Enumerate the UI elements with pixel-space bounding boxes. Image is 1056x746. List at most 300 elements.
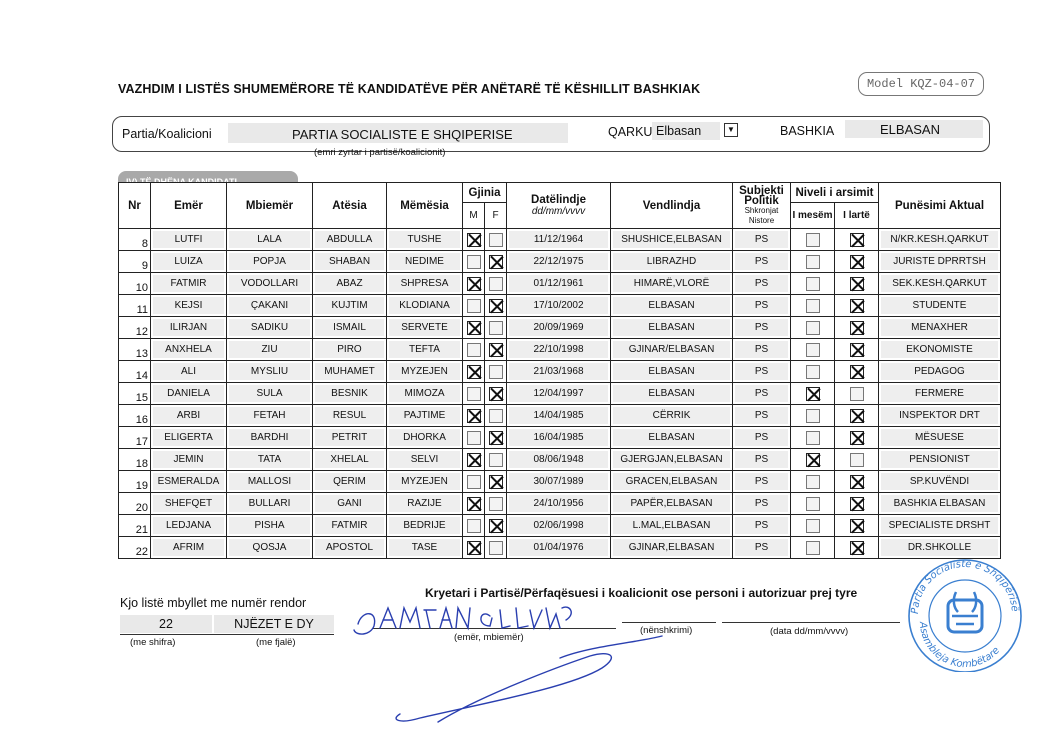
cell-punesimi[interactable] <box>879 317 1001 339</box>
gender-f-checkbox[interactable] <box>489 233 503 247</box>
cell-memesia[interactable] <box>387 515 463 537</box>
gender-f-checkbox[interactable] <box>489 343 503 357</box>
nr-value: 10 <box>135 282 148 294</box>
cell-emer[interactable] <box>151 427 227 449</box>
atesia-value: GANI <box>315 495 384 512</box>
table-row <box>119 493 1001 515</box>
table-row <box>119 295 1001 317</box>
cell-datelindje[interactable] <box>507 317 611 339</box>
mbiemer-value: QOSJA <box>229 539 310 556</box>
punesimi-value: INSPEKTOR DRT <box>881 407 998 424</box>
cell-memesia[interactable] <box>387 493 463 515</box>
cell-punesimi[interactable] <box>879 339 1001 361</box>
cell-mesem <box>791 361 835 383</box>
mesem-checkbox[interactable] <box>806 453 820 467</box>
vendlindja-value: GJINAR,ELBASAN <box>613 539 730 556</box>
cell-emer[interactable] <box>151 405 227 427</box>
atesia-value: MUHAMET <box>315 363 384 380</box>
col-m: M <box>463 203 485 229</box>
cell-datelindje[interactable] <box>507 427 611 449</box>
cell-datelindje[interactable] <box>507 273 611 295</box>
mesem-checkbox[interactable] <box>806 409 820 423</box>
cell-subjekti[interactable] <box>733 251 791 273</box>
datelindje-value: 16/04/1985 <box>509 429 608 446</box>
cell-mbiemer[interactable] <box>227 317 313 339</box>
cell-emer[interactable] <box>151 515 227 537</box>
cell-punesimi[interactable] <box>879 515 1001 537</box>
col-larte: I lartë <box>835 203 879 229</box>
cell-subjekti[interactable] <box>733 361 791 383</box>
gender-f-checkbox[interactable] <box>489 321 503 335</box>
memesia-value: SELVI <box>389 451 460 468</box>
table-row <box>119 449 1001 471</box>
mbiemer-value: SULA <box>229 385 310 402</box>
cell-nr[interactable] <box>119 537 151 559</box>
larte-checkbox[interactable] <box>850 475 864 489</box>
cell-subjekti[interactable] <box>733 339 791 361</box>
gender-f-checkbox[interactable] <box>489 519 503 533</box>
larte-checkbox[interactable] <box>850 343 864 357</box>
atesia-value: FATMIR <box>315 517 384 534</box>
emer-value: FATMIR <box>153 275 224 292</box>
cell-gender-f <box>485 229 507 251</box>
cell-nr[interactable] <box>119 229 151 251</box>
cell-subjekti[interactable] <box>733 273 791 295</box>
cell-nr[interactable] <box>119 515 151 537</box>
cell-datelindje[interactable] <box>507 471 611 493</box>
cell-vendlindja[interactable] <box>611 317 733 339</box>
col-gjinia: Gjinia <box>463 183 507 203</box>
cell-atesia[interactable] <box>313 515 387 537</box>
cell-nr[interactable] <box>119 317 151 339</box>
cell-emer[interactable] <box>151 449 227 471</box>
cell-punesimi[interactable] <box>879 361 1001 383</box>
cell-gender-m <box>463 471 485 493</box>
gender-m-checkbox[interactable] <box>467 255 481 269</box>
mesem-checkbox[interactable] <box>806 541 820 555</box>
cell-larte <box>835 405 879 427</box>
cell-mbiemer[interactable] <box>227 295 313 317</box>
cell-emer[interactable] <box>151 251 227 273</box>
cell-punesimi[interactable] <box>879 229 1001 251</box>
count-digits-field[interactable]: 22 <box>120 615 212 633</box>
gender-m-checkbox[interactable] <box>467 519 481 533</box>
mesem-checkbox[interactable] <box>806 321 820 335</box>
memesia-value: MYZEJEN <box>389 363 460 380</box>
cell-memesia[interactable] <box>387 405 463 427</box>
gender-f-checkbox[interactable] <box>489 255 503 269</box>
party-name: PARTIA SOCIALISTE E SHQIPERISE <box>292 127 513 142</box>
cell-larte <box>835 273 879 295</box>
cell-datelindje[interactable] <box>507 361 611 383</box>
cell-vendlindja[interactable] <box>611 251 733 273</box>
cell-atesia[interactable] <box>313 317 387 339</box>
cell-atesia[interactable] <box>313 361 387 383</box>
cell-nr[interactable] <box>119 405 151 427</box>
mbiemer-value: TATA <box>229 451 310 468</box>
gender-m-checkbox[interactable] <box>467 475 481 489</box>
gender-m-checkbox[interactable] <box>467 431 481 445</box>
cell-gender-f <box>485 493 507 515</box>
mesem-checkbox[interactable] <box>806 233 820 247</box>
cell-atesia[interactable] <box>313 493 387 515</box>
party-label: Partia/Koalicioni <box>122 127 212 141</box>
atesia-value: APOSTOL <box>315 539 384 556</box>
cell-emer[interactable] <box>151 229 227 251</box>
memesia-value: BEDRIJE <box>389 517 460 534</box>
cell-nr[interactable] <box>119 493 151 515</box>
cell-mesem <box>791 317 835 339</box>
gender-m-checkbox[interactable] <box>467 299 481 313</box>
table-row <box>119 537 1001 559</box>
document-title: VAZHDIM I LISTËS SHUMEMËRORE TË KANDIDATËVE PËR ANËTARË TË KËSHILLIT BASHKIAK <box>118 82 701 96</box>
stamp-top-text: Partia Socialiste e Shqipërisë <box>909 558 1021 615</box>
cell-mbiemer[interactable] <box>227 537 313 559</box>
cell-larte <box>835 383 879 405</box>
cell-mesem <box>791 427 835 449</box>
punesimi-value: DR.SHKOLLE <box>881 539 998 556</box>
mesem-checkbox[interactable] <box>806 299 820 313</box>
cell-memesia[interactable] <box>387 273 463 295</box>
datelindje-value: 17/10/2002 <box>509 297 608 314</box>
larte-checkbox[interactable] <box>850 453 864 467</box>
vendlindja-value: L.MAL,ELBASAN <box>613 517 730 534</box>
cell-emer[interactable] <box>151 273 227 295</box>
atesia-value: ISMAIL <box>315 319 384 336</box>
cell-mbiemer[interactable] <box>227 251 313 273</box>
cell-nr[interactable] <box>119 295 151 317</box>
cell-gender-m <box>463 273 485 295</box>
larte-checkbox[interactable] <box>850 299 864 313</box>
cell-mesem <box>791 383 835 405</box>
cell-gender-f <box>485 383 507 405</box>
gender-f-checkbox[interactable] <box>489 541 503 555</box>
mbiemer-value: VODOLLARI <box>229 275 310 292</box>
gender-m-checkbox[interactable] <box>467 453 481 467</box>
cell-punesimi[interactable] <box>879 427 1001 449</box>
cell-nr[interactable] <box>119 471 151 493</box>
cell-gender-m <box>463 537 485 559</box>
cell-nr[interactable] <box>119 339 151 361</box>
cell-punesimi[interactable] <box>879 449 1001 471</box>
memesia-value: TUSHE <box>389 231 460 248</box>
cell-vendlindja[interactable] <box>611 449 733 471</box>
larte-checkbox[interactable] <box>850 365 864 379</box>
chevron-down-icon[interactable]: ▼ <box>724 123 738 137</box>
gender-m-checkbox[interactable] <box>467 233 481 247</box>
cell-datelindje[interactable] <box>507 339 611 361</box>
vendlindja-value: CËRRIK <box>613 407 730 424</box>
cell-punesimi[interactable] <box>879 405 1001 427</box>
cell-datelindje[interactable] <box>507 295 611 317</box>
memesia-value: PAJTIME <box>389 407 460 424</box>
gender-m-checkbox[interactable] <box>467 277 481 291</box>
larte-checkbox[interactable] <box>850 255 864 269</box>
atesia-value: ABAZ <box>315 275 384 292</box>
cell-mbiemer[interactable] <box>227 427 313 449</box>
cell-punesimi[interactable] <box>879 295 1001 317</box>
cell-mesem <box>791 515 835 537</box>
qarku-select[interactable]: Elbasan <box>652 122 720 140</box>
cell-emer[interactable] <box>151 537 227 559</box>
gender-m-checkbox[interactable] <box>467 541 481 555</box>
cell-atesia[interactable] <box>313 427 387 449</box>
cell-emer[interactable] <box>151 339 227 361</box>
cell-atesia[interactable] <box>313 405 387 427</box>
gender-f-checkbox[interactable] <box>489 277 503 291</box>
larte-checkbox[interactable] <box>850 277 864 291</box>
cell-nr[interactable] <box>119 383 151 405</box>
cell-memesia[interactable] <box>387 317 463 339</box>
cell-punesimi[interactable] <box>879 251 1001 273</box>
cell-vendlindja[interactable] <box>611 383 733 405</box>
cell-nr[interactable] <box>119 427 151 449</box>
cell-subjekti[interactable] <box>733 229 791 251</box>
cell-mesem <box>791 449 835 471</box>
cell-mbiemer[interactable] <box>227 361 313 383</box>
cell-atesia[interactable] <box>313 339 387 361</box>
larte-checkbox[interactable] <box>850 387 864 401</box>
cell-datelindje[interactable] <box>507 405 611 427</box>
cell-mesem <box>791 295 835 317</box>
cell-memesia[interactable] <box>387 383 463 405</box>
mesem-checkbox[interactable] <box>806 431 820 445</box>
memesia-value: TASE <box>389 539 460 556</box>
mbiemer-value: POPJA <box>229 253 310 270</box>
cell-emer[interactable] <box>151 361 227 383</box>
cell-gender-f <box>485 251 507 273</box>
datelindje-value: 02/06/1998 <box>509 517 608 534</box>
cell-atesia[interactable] <box>313 229 387 251</box>
larte-checkbox[interactable] <box>850 519 864 533</box>
cell-larte <box>835 251 879 273</box>
cell-mbiemer[interactable] <box>227 405 313 427</box>
cell-subjekti[interactable] <box>733 515 791 537</box>
cell-gender-m <box>463 493 485 515</box>
cell-nr[interactable] <box>119 361 151 383</box>
cell-gender-f <box>485 273 507 295</box>
cell-vendlindja[interactable] <box>611 339 733 361</box>
subjekti-value: PS <box>735 495 788 512</box>
cell-subjekti[interactable] <box>733 537 791 559</box>
col-vendlindja: Vendlindja <box>611 183 733 229</box>
gender-f-checkbox[interactable] <box>489 409 503 423</box>
memesia-value: SHPRESA <box>389 275 460 292</box>
cell-larte <box>835 449 879 471</box>
cell-vendlindja[interactable] <box>611 471 733 493</box>
gender-m-checkbox[interactable] <box>467 497 481 511</box>
cell-mbiemer[interactable] <box>227 515 313 537</box>
larte-checkbox[interactable] <box>850 233 864 247</box>
cell-vendlindja[interactable] <box>611 493 733 515</box>
mesem-checkbox[interactable] <box>806 475 820 489</box>
cell-subjekti[interactable] <box>733 493 791 515</box>
cell-atesia[interactable] <box>313 537 387 559</box>
larte-checkbox[interactable] <box>850 321 864 335</box>
gender-m-checkbox[interactable] <box>467 387 481 401</box>
gender-m-checkbox[interactable] <box>467 343 481 357</box>
count-words-field[interactable]: NJËZET E DY <box>214 615 334 633</box>
name-hint: (emër, mbiemër) <box>454 632 524 643</box>
cell-mbiemer[interactable] <box>227 493 313 515</box>
gender-f-checkbox[interactable] <box>489 497 503 511</box>
cell-datelindje[interactable] <box>507 537 611 559</box>
cell-mesem <box>791 537 835 559</box>
cell-subjekti[interactable] <box>733 295 791 317</box>
cell-subjekti[interactable] <box>733 449 791 471</box>
cell-memesia[interactable] <box>387 449 463 471</box>
cell-subjekti[interactable] <box>733 317 791 339</box>
table-row <box>119 339 1001 361</box>
cell-vendlindja[interactable] <box>611 273 733 295</box>
cell-memesia[interactable] <box>387 339 463 361</box>
cell-vendlindja[interactable] <box>611 515 733 537</box>
memesia-value: DHORKA <box>389 429 460 446</box>
cell-subjekti[interactable] <box>733 427 791 449</box>
gender-f-checkbox[interactable] <box>489 387 503 401</box>
cell-atesia[interactable] <box>313 449 387 471</box>
cell-subjekti[interactable] <box>733 383 791 405</box>
gender-f-checkbox[interactable] <box>489 475 503 489</box>
cell-mbiemer[interactable] <box>227 229 313 251</box>
cell-mbiemer[interactable] <box>227 471 313 493</box>
mesem-checkbox[interactable] <box>806 255 820 269</box>
mesem-checkbox[interactable] <box>806 497 820 511</box>
nr-value: 13 <box>135 348 148 360</box>
cell-vendlindja[interactable] <box>611 427 733 449</box>
vendlindja-value: ELBASAN <box>613 429 730 446</box>
cell-emer[interactable] <box>151 493 227 515</box>
gender-m-checkbox[interactable] <box>467 365 481 379</box>
cell-subjekti[interactable] <box>733 471 791 493</box>
nr-value: 11 <box>136 304 148 316</box>
vendlindja-value: ELBASAN <box>613 363 730 380</box>
cell-memesia[interactable] <box>387 229 463 251</box>
cell-vendlindja[interactable] <box>611 295 733 317</box>
mesem-checkbox[interactable] <box>806 343 820 357</box>
cell-memesia[interactable] <box>387 427 463 449</box>
cell-atesia[interactable] <box>313 471 387 493</box>
gender-m-checkbox[interactable] <box>467 409 481 423</box>
cell-nr[interactable] <box>119 449 151 471</box>
cell-larte <box>835 339 879 361</box>
gender-f-checkbox[interactable] <box>489 299 503 313</box>
memesia-value: RAZIJE <box>389 495 460 512</box>
cell-datelindje[interactable] <box>507 515 611 537</box>
cell-datelindje[interactable] <box>507 449 611 471</box>
larte-checkbox[interactable] <box>850 541 864 555</box>
cell-datelindje[interactable] <box>507 383 611 405</box>
cell-subjekti[interactable] <box>733 405 791 427</box>
cell-atesia[interactable] <box>313 273 387 295</box>
cell-atesia[interactable] <box>313 251 387 273</box>
cell-emer[interactable] <box>151 295 227 317</box>
cell-punesimi[interactable] <box>879 493 1001 515</box>
cell-emer[interactable] <box>151 471 227 493</box>
cell-memesia[interactable] <box>387 361 463 383</box>
mbiemer-value: LALA <box>229 231 310 248</box>
subjekti-value: PS <box>735 319 788 336</box>
cell-mbiemer[interactable] <box>227 339 313 361</box>
cell-datelindje[interactable] <box>507 229 611 251</box>
cell-mbiemer[interactable] <box>227 383 313 405</box>
cell-datelindje[interactable] <box>507 493 611 515</box>
subjekti-value: PS <box>735 297 788 314</box>
cell-nr[interactable] <box>119 251 151 273</box>
vendlindja-value: LIBRAZHD <box>613 253 730 270</box>
gender-f-checkbox[interactable] <box>489 431 503 445</box>
cell-mbiemer[interactable] <box>227 273 313 295</box>
cell-memesia[interactable] <box>387 251 463 273</box>
col-niveli: Niveli i arsimit <box>791 183 879 203</box>
punesimi-value: FERMERE <box>881 385 998 402</box>
subjekti-value: PS <box>735 451 788 468</box>
mesem-checkbox[interactable] <box>806 519 820 533</box>
atesia-value: XHELAL <box>315 451 384 468</box>
cell-memesia[interactable] <box>387 471 463 493</box>
cell-vendlindja[interactable] <box>611 537 733 559</box>
gender-f-checkbox[interactable] <box>489 365 503 379</box>
cell-datelindje[interactable] <box>507 251 611 273</box>
cell-larte <box>835 229 879 251</box>
gender-m-checkbox[interactable] <box>467 321 481 335</box>
subjekti-value: PS <box>735 275 788 292</box>
cell-nr[interactable] <box>119 273 151 295</box>
subjekti-value: PS <box>735 253 788 270</box>
cell-mbiemer[interactable] <box>227 449 313 471</box>
cell-memesia[interactable] <box>387 537 463 559</box>
datelindje-value: 22/12/1975 <box>509 253 608 270</box>
mesem-checkbox[interactable] <box>806 387 820 401</box>
nr-value: 18 <box>135 458 148 470</box>
punesimi-value: MËSUESE <box>881 429 998 446</box>
cell-atesia[interactable] <box>313 295 387 317</box>
punesimi-value: PENSIONIST <box>881 451 998 468</box>
emer-value: DANIELA <box>153 385 224 402</box>
cell-punesimi[interactable] <box>879 383 1001 405</box>
cell-vendlindja[interactable] <box>611 229 733 251</box>
cell-gender-f <box>485 515 507 537</box>
emer-value: ANXHELA <box>153 341 224 358</box>
cell-gender-f <box>485 449 507 471</box>
nr-value: 15 <box>135 392 148 404</box>
table-row <box>119 471 1001 493</box>
cell-emer[interactable] <box>151 383 227 405</box>
table-row <box>119 361 1001 383</box>
table-row <box>119 405 1001 427</box>
mesem-checkbox[interactable] <box>806 365 820 379</box>
nr-value: 22 <box>135 546 148 558</box>
atesia-value: ABDULLA <box>315 231 384 248</box>
larte-checkbox[interactable] <box>850 431 864 445</box>
larte-checkbox[interactable] <box>850 409 864 423</box>
emer-value: KEJSI <box>153 297 224 314</box>
gender-f-checkbox[interactable] <box>489 453 503 467</box>
mesem-checkbox[interactable] <box>806 277 820 291</box>
cell-larte <box>835 493 879 515</box>
stamp-bottom-text: Asambleja Kombëtare <box>916 621 1003 671</box>
cell-atesia[interactable] <box>313 383 387 405</box>
cell-punesimi[interactable] <box>879 273 1001 295</box>
cell-vendlindja[interactable] <box>611 361 733 383</box>
cell-memesia[interactable] <box>387 295 463 317</box>
cell-punesimi[interactable] <box>879 471 1001 493</box>
vendlindja-value: ELBASAN <box>613 319 730 336</box>
cell-emer[interactable] <box>151 317 227 339</box>
mbiemer-value: ZIU <box>229 341 310 358</box>
larte-checkbox[interactable] <box>850 497 864 511</box>
cell-vendlindja[interactable] <box>611 405 733 427</box>
